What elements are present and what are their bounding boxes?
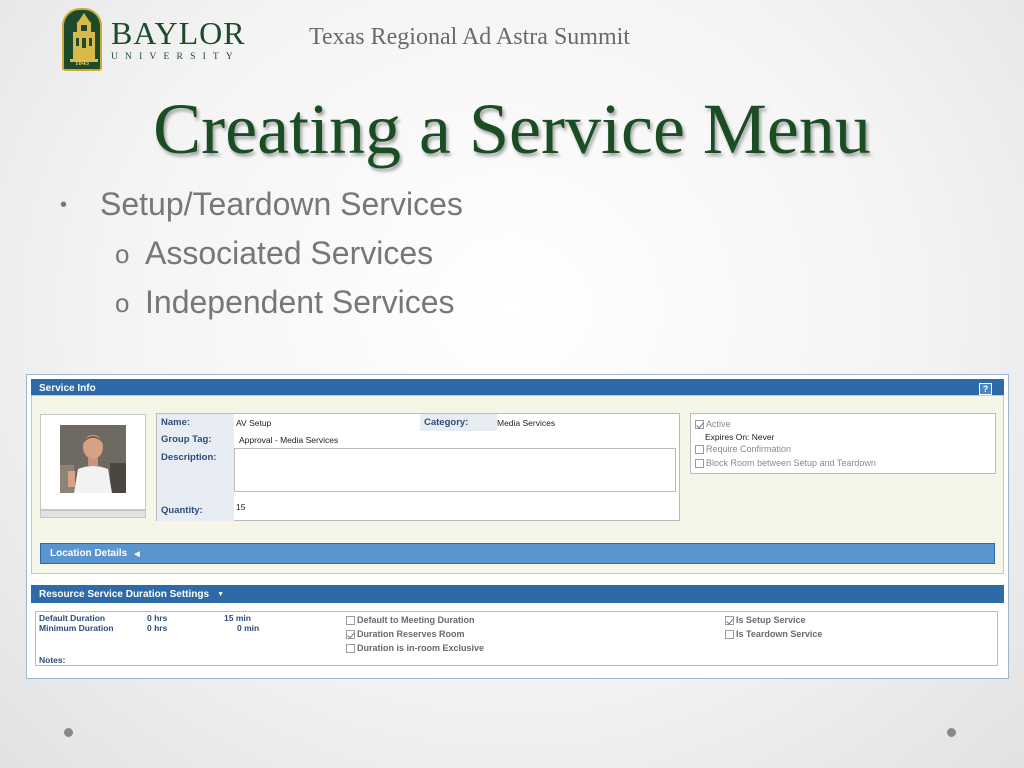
service-options — [690, 413, 996, 474]
duration-settings-title: Resource Service Duration Settings — [39, 588, 210, 600]
require-confirmation-checkbox[interactable] — [695, 445, 704, 454]
minimum-min[interactable]: 0 min — [237, 623, 260, 633]
bullet-item — [60, 186, 463, 223]
is-teardown-label: Is Teardown Service — [736, 629, 823, 639]
in-room-exclusive-label: Duration is in-room Exclusive — [357, 643, 485, 653]
sub-bullet-marker: o — [115, 239, 130, 269]
minimum-duration-label: Minimum Duration — [39, 623, 114, 633]
block-room-label: Block Room between Setup and Teardown — [706, 458, 876, 468]
nav-dot-left[interactable] — [64, 728, 73, 737]
is-setup-checkbox[interactable] — [725, 616, 734, 625]
logo-subtitle: UNIVERSITY — [111, 52, 240, 62]
location-details-bar[interactable] — [40, 543, 995, 564]
sub-bullet-text: Independent Services — [145, 284, 455, 320]
sub-bullet-text: Associated Services — [145, 235, 434, 271]
service-screenshot — [26, 374, 1009, 679]
service-photo — [60, 425, 126, 493]
duration-settings-panel — [35, 611, 998, 666]
nav-dot-right[interactable] — [947, 728, 956, 737]
triangle-left-icon: ◀ — [134, 550, 140, 558]
expires-value: Never — [751, 432, 775, 442]
default-to-meeting-checkbox[interactable] — [346, 616, 355, 625]
quantity-value[interactable]: 15 — [236, 502, 246, 512]
default-to-meeting-label: Default to Meeting Duration — [357, 615, 475, 625]
name-label: Name: — [161, 417, 191, 428]
photo-caption-bar — [40, 510, 146, 518]
slide-title: Creating a Service Menu — [153, 89, 871, 169]
default-min[interactable]: 15 min — [224, 613, 251, 623]
baylor-seal-icon — [62, 8, 102, 71]
description-label: Description: — [161, 452, 217, 463]
active-label: Active — [706, 419, 731, 429]
sub-bullet-item — [115, 284, 455, 321]
block-room-checkbox[interactable] — [695, 459, 704, 468]
duration-settings-header[interactable] — [31, 585, 1004, 603]
minimum-hrs[interactable]: 0 hrs — [147, 623, 168, 633]
help-icon[interactable]: ? — [979, 383, 992, 395]
service-info-title: Service Info — [39, 382, 96, 394]
location-details-label: Location Details — [50, 548, 128, 559]
service-info-panel — [31, 395, 1004, 574]
category-label: Category: — [424, 417, 469, 428]
triangle-down-icon: ▼ — [217, 590, 224, 598]
sub-bullet-item — [115, 235, 433, 272]
service-photo-frame — [40, 414, 146, 510]
is-teardown-checkbox[interactable] — [725, 630, 734, 639]
expires-label: Expires On: — [705, 432, 750, 442]
group-tag-label: Group Tag: — [161, 434, 212, 445]
conference-name: Texas Regional Ad Astra Summit — [309, 24, 630, 50]
active-checkbox[interactable] — [695, 420, 704, 429]
sub-bullet-marker: o — [115, 288, 130, 318]
logo-wordmark: BAYLOR — [111, 15, 246, 51]
is-setup-label: Is Setup Service — [736, 615, 806, 625]
bullet-text: Setup/Teardown Services — [100, 186, 463, 222]
description-textarea[interactable] — [234, 448, 676, 492]
bullet-marker: • — [60, 194, 68, 216]
category-value[interactable]: Media Services — [497, 418, 556, 428]
default-duration-label: Default Duration — [39, 613, 106, 623]
name-value[interactable]: AV Setup — [236, 418, 272, 428]
reserves-room-checkbox[interactable] — [346, 630, 355, 639]
reserves-room-label: Duration Reserves Room — [357, 629, 465, 639]
notes-label: Notes: — [39, 655, 66, 665]
group-tag-value[interactable]: Approval - Media Services — [239, 435, 339, 445]
quantity-label: Quantity: — [161, 505, 203, 516]
service-fields — [156, 413, 680, 521]
default-hrs[interactable]: 0 hrs — [147, 613, 168, 623]
logo-year: 1845 — [75, 59, 89, 67]
baylor-logo — [62, 8, 246, 71]
require-confirmation-label: Require Confirmation — [706, 444, 792, 454]
in-room-exclusive-checkbox[interactable] — [346, 644, 355, 653]
